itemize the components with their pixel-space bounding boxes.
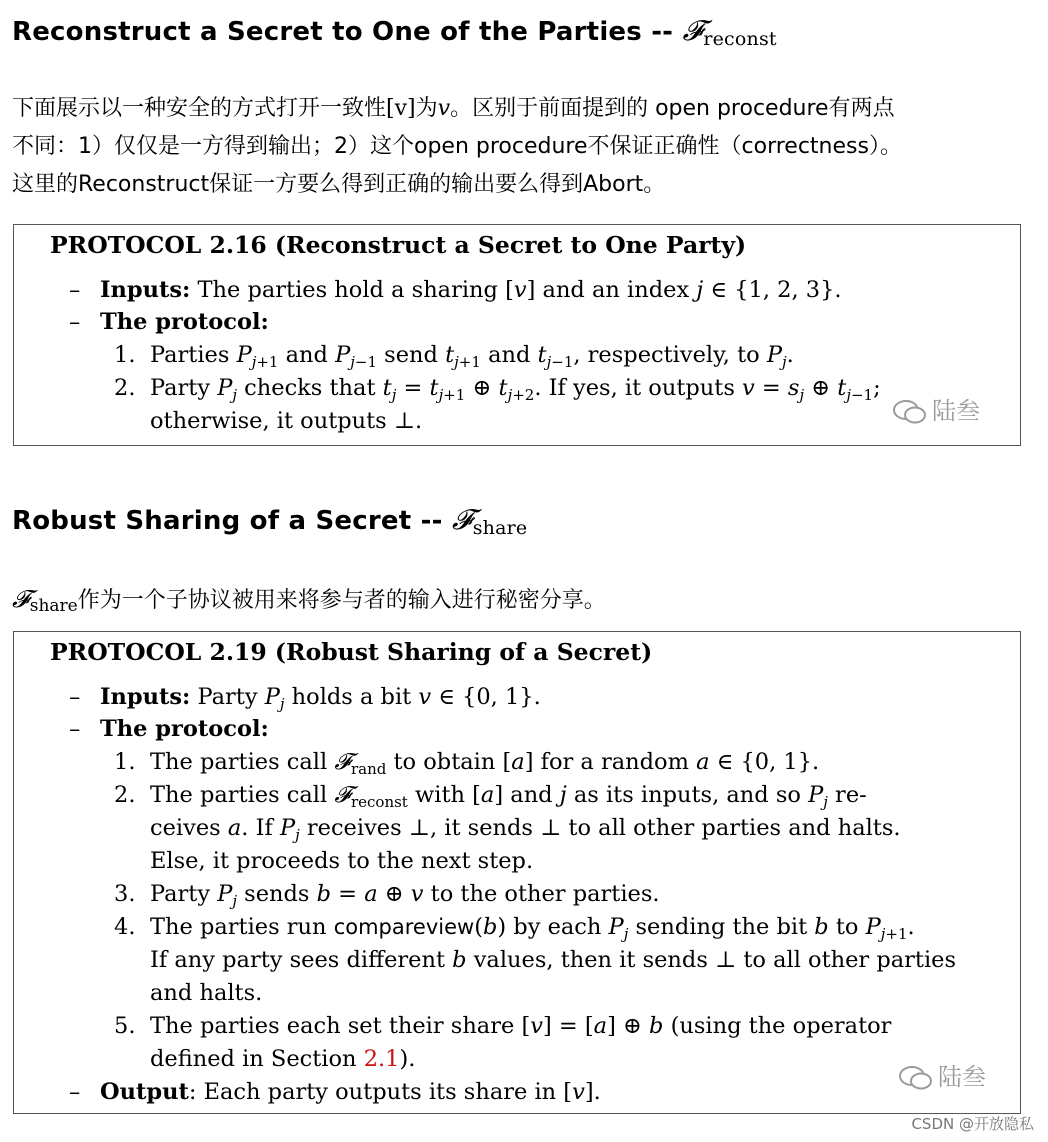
- step-4-line-2: If any party sees different b values, then it sends ⊥ to all other parties: [150, 947, 957, 973]
- f-reconst-subscript: reconst: [703, 28, 777, 50]
- step-4-line-3: and halts.: [150, 980, 263, 1006]
- protocol-title: PROTOCOL 2.16 (Reconstruct a Secret to One Party): [50, 231, 747, 259]
- heading-text: Robust Sharing of a Secret --: [12, 506, 452, 536]
- para-line-1: 下面展示以一种安全的方式打开一致性[v]为v。区别于前面提到的 open procedure有两点: [12, 96, 895, 121]
- inputs-label: Inputs:: [100, 684, 191, 710]
- para-line-3: 这里的Reconstruct保证一方要么得到正确的输出要么得到Abort。: [12, 172, 666, 197]
- section-heading-robust-sharing: [12, 503, 527, 537]
- watermark: 陆叁: [898, 1057, 986, 1092]
- watermark: 陆叁: [892, 391, 980, 426]
- section-2-1-link[interactable]: 2.1: [363, 1046, 400, 1072]
- output-label: Output: [100, 1079, 189, 1105]
- f-reconst-symbol: 𝓕: [682, 14, 704, 47]
- wechat-icon: [892, 399, 928, 425]
- csdn-watermark: CSDN @开放隐私: [911, 1115, 1034, 1133]
- step-2-line-3: Else, it proceeds to the next step.: [150, 848, 534, 874]
- f-share-symbol: 𝓕: [451, 503, 473, 536]
- inputs-label: Inputs:: [100, 277, 191, 303]
- step-2-line-2: otherwise, it outputs ⊥.: [150, 408, 423, 434]
- f-share-inline-symbol: 𝓕: [12, 585, 30, 613]
- step-2-line-2: ceives a. If $P_j$ receives ⊥, it sends ⊥ to all other parties and halts.: [150, 815, 901, 844]
- section2-paragraph: [12, 580, 1032, 621]
- wechat-icon: [898, 1065, 934, 1091]
- step-5-line-2: defined in Section 2.1).: [150, 1046, 416, 1072]
- section1-paragraph: [12, 90, 1032, 204]
- f-share-inline-subscript: share: [29, 596, 78, 616]
- section2-text: 作为一个子协议被用来将参与者的输入进行秘密分享。: [77, 588, 606, 613]
- f-share-subscript: share: [472, 517, 528, 539]
- protocol-label: The protocol:: [100, 309, 269, 335]
- section-heading-reconstruct: [12, 14, 777, 48]
- protocol-2-19-box: PROTOCOL 2.19 (Robust Sharing of a Secret) – Inputs: Party $P_j$ holds a bit v ∈ {0, 1}. – The protocol: 1. The parties call 𝓕$_{rand}$ to obtain [a] for a random a ∈ {0, 1}. 2. The parties call 𝓕$_{reconst}$ with [a] and j as its inputs, and so $P_j$ re- ceives a. If $P_j$ receives ⊥, it sends ⊥ to all other parties and halts. Else, it proceeds to the next step. 3. Party $P_j$ sends b = a ⊕ v to the other parties. 4. The parties run compareview(b) by each $P_j$ sending the bit b to $P_{j+1}$. If any party sees different b values, then it sends ⊥ to all other parties and halts. 5. The parties each set their share [v] = [a] ⊕ b (using the operator defined in Section 2.1). – Output: Each party outputs its share in [v]. 陆叁: [13, 631, 1021, 1114]
- heading-text: Reconstruct a Secret to One of the Parties --: [12, 17, 683, 47]
- protocol-label: The protocol:: [100, 716, 269, 742]
- value-v: v: [437, 96, 451, 121]
- sharing-v: [v]: [386, 96, 416, 121]
- para-line-2: 不同：1）仅仅是一方得到输出；2）这个open procedure不保证正确性（correctness）。: [12, 134, 902, 159]
- protocol-2-16-box: PROTOCOL 2.16 (Reconstruct a Secret to One Party) – Inputs: The parties hold a sharing [v] and an index j ∈ {1, 2, 3}. – The protocol: 1. Parties $P_{j+1}$ and $P_{j-1}$ send $t_{j+1}$ and $t_{j-1}$, respectively, to $P_j$. 2. Party $P_j$ checks that $t_j = t_{j+1}$ ⊕ $t_{j+2}$. If yes, it outputs $v = s_j$ ⊕ $t_{j-1}$; otherwise, it outputs ⊥. 陆叁: [13, 224, 1021, 446]
- protocol-title: PROTOCOL 2.19 (Robust Sharing of a Secret): [50, 638, 653, 666]
